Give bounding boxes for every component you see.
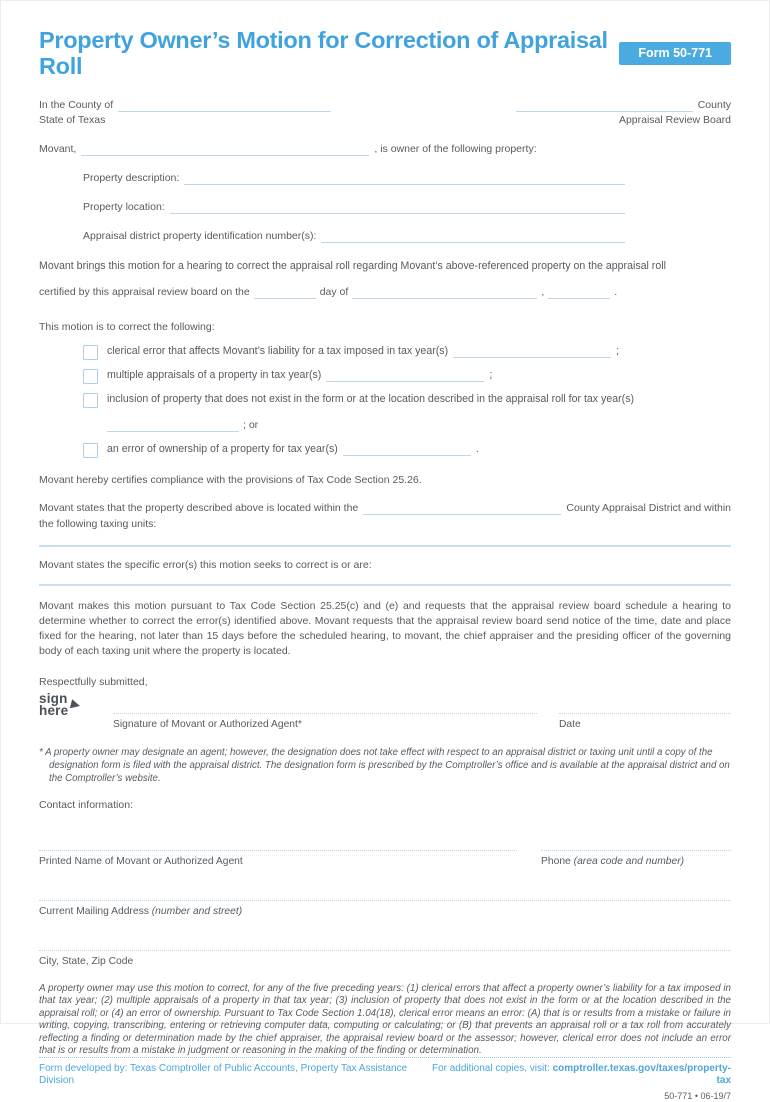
checkbox-section [83, 334, 731, 456]
specific-errors-textbox[interactable] [39, 584, 731, 586]
additional-copies-line [429, 1063, 731, 1087]
nonexistent-tax-years-input-line[interactable] [107, 421, 239, 432]
county-label: County [697, 99, 731, 111]
property-id-input-line[interactable] [321, 231, 625, 243]
mailing-address-label [39, 905, 731, 918]
printed-name-input-line[interactable] [39, 839, 517, 851]
page-footer [39, 1057, 731, 1102]
address-hint: (number and street) [151, 906, 243, 917]
year-input-line[interactable] [548, 288, 610, 299]
form-page [1, 1, 769, 1102]
property-location-row [83, 197, 625, 214]
punctuation: ; [489, 369, 493, 381]
nonexistent-property-row [83, 393, 731, 406]
sign-here-mark [39, 693, 113, 731]
multiple-appraisals-label: multiple appraisals of a property in tax year(s) [107, 369, 322, 381]
property-description-label: Property description: [83, 172, 180, 184]
form-number-badge: Form 50-771 [619, 42, 731, 65]
property-location-input-line[interactable] [170, 202, 625, 214]
page-title: Property Owner’s Motion for Correction of Appraisal Roll [39, 27, 608, 79]
signature-row [39, 693, 731, 731]
respectfully-submitted-label: Respectfully submitted, [39, 676, 148, 688]
phone-hint: (area code and number) [573, 856, 685, 867]
day-of-label: day of [319, 286, 349, 298]
copies-prefix-label: For additional copies, visit: [431, 1063, 553, 1075]
movant-row [39, 143, 731, 156]
county-name-input-line[interactable] [516, 100, 693, 112]
phone-input-line[interactable] [541, 839, 731, 851]
contact-information-label: Contact information: [39, 799, 133, 811]
printed-name-label: Printed Name of Movant or Authorized Agent [39, 856, 243, 867]
specific-errors-label: Movant states the specific error(s) this motion seeks to correct is or are: [39, 559, 372, 571]
property-fields [83, 156, 625, 243]
title-row [39, 27, 731, 79]
located-suffix-label: County Appraisal District and within [566, 502, 731, 514]
pursuant-paragraph: Movant makes this motion pursuant to Tax Code Section 25.25(c) and (e) and requests that the appraisal review board schedule a hearing to determine whether to correct the error(s) identified above. Movant requests that the appraisal review board send notice of the time, date and place fixed for the hearing, not later than 15 days before the scheduled hearing, to movant, the chief appraiser and the presiding officer of the governing body of each taxing unit where the property is located. [39, 600, 731, 657]
punctuation: ; [616, 345, 620, 357]
movant-label: Movant, [39, 143, 77, 155]
address-row [39, 889, 731, 918]
month-input-line[interactable] [352, 288, 537, 299]
name-phone-row [39, 839, 731, 868]
address-label-text: Current Mailing Address [39, 906, 152, 917]
phone-label [541, 855, 731, 868]
clerical-error-checkbox[interactable] [83, 345, 98, 360]
hearing-paragraph-line2 [39, 286, 731, 299]
punctuation: . [475, 443, 479, 455]
comptroller-url-link[interactable]: comptroller.texas.gov/taxes/property-tax [552, 1063, 731, 1087]
form-revision-label: 50-771 • 06-19/7 [664, 1091, 731, 1102]
appraisal-review-board-label: Appraisal Review Board [618, 114, 731, 126]
ownership-tax-years-input-line[interactable] [343, 445, 471, 456]
hearing-paragraph-line1: Movant brings this motion for a hearing to correct the appraisal roll regarding Movant’s above-referenced property on the appraisal roll [39, 260, 666, 272]
taxing-units-textbox[interactable] [39, 545, 731, 547]
ownership-error-row [83, 443, 731, 456]
developed-by-label: Form developed by: Texas Comptroller of Public Accounts, Property Tax Assistance Division [39, 1063, 408, 1087]
appraisal-district-input-line[interactable] [363, 503, 561, 515]
multiple-appraisals-row [83, 369, 731, 382]
movant-name-input-line[interactable] [81, 145, 369, 156]
multiple-tax-years-input-line[interactable] [326, 371, 484, 382]
clerical-error-row [83, 345, 731, 358]
property-id-row [83, 226, 625, 243]
clerical-error-label: clerical error that affects Movant’s liability for a tax imposed in tax year(s) [107, 345, 449, 357]
ownership-error-checkbox[interactable] [83, 443, 98, 458]
ownership-error-label: an error of ownership of a property for tax year(s) [107, 443, 338, 455]
county-header [39, 99, 731, 127]
located-prefix-label: Movant states that the property described above is located within the [39, 502, 359, 514]
clerical-tax-years-input-line[interactable] [453, 347, 611, 358]
correct-intro-label: This motion is to correct the following: [39, 321, 215, 333]
certified-by-label: certified by this appraisal review board on the [39, 286, 250, 298]
located-row [39, 502, 731, 515]
compliance-statement: Movant hereby certifies compliance with the provisions of Tax Code Section 25.26. [39, 474, 422, 486]
sign-here-word1: sign [39, 691, 68, 706]
state-of-texas-label: State of Texas [39, 114, 106, 126]
phone-label-text: Phone [541, 856, 574, 867]
comma: , [541, 286, 545, 298]
agent-designation-footnote: * A property owner may designate an agent; however, the designation does not take effect with respect to an appraisal district or taxing unit until a copy of the designation form is filed with the appraisal district. The designation form is prescribed by the Comptroller’s office and is available at the appraisal district and on the Comptroller’s website. [39, 747, 730, 784]
legal-paragraph: A property owner may use this motion to correct, for any of the five preceding years: (1) clerical errors that affect a property owner’s liability for a tax imposed in that tax year; (2) multiple appraisals of a property in that tax year; (3) inclusion of property that does not exist in the form or at the location described in the appraisal roll; or (4) an error of ownership. Pursuant to Tax Code Section 1.04(18), clerical error means an error: (A) that is or results from a mistake or failure in writing, copying, transcribing, entering or retrieving computer data, computing or calculating; or (B) that prevents an appraisal roll or a tax roll from accurately reflecting a finding or determination made by the chief appraiser, the appraisal review board or the assessor; however, clerical error does not include an error that is or results from a mistake in judgment or reasoning in the making of the finding or determination. [39, 983, 731, 1057]
multiple-appraisals-checkbox[interactable] [83, 369, 98, 384]
date-label: Date [559, 719, 581, 730]
property-location-label: Property location: [83, 201, 165, 213]
county-of-input-line[interactable] [118, 100, 331, 112]
nonexistent-property-label: inclusion of property that does not exist in the form or at the location described in the appraisal roll for tax year(s) [107, 393, 635, 405]
nonexistent-property-row-continued [107, 419, 731, 432]
property-id-label: Appraisal district property identification number(s): [83, 230, 317, 242]
city-state-zip-input-line[interactable] [39, 939, 731, 951]
day-input-line[interactable] [254, 288, 316, 299]
in-county-of-label: In the County of [39, 99, 114, 111]
signature-input-line[interactable] [113, 702, 537, 714]
sign-here-word2: here [39, 702, 69, 718]
period: . [614, 286, 618, 298]
taxing-units-label: the following taxing units: [39, 518, 157, 530]
property-description-row [83, 168, 625, 185]
city-state-zip-row [39, 939, 731, 968]
city-state-zip-label: City, State, Zip Code [39, 956, 134, 967]
nonexistent-property-checkbox[interactable] [83, 393, 98, 408]
sign-here-arrow-icon: ▶ [69, 696, 83, 712]
signature-label: Signature of Movant or Authorized Agent* [113, 719, 302, 730]
punctuation: ; or [243, 419, 259, 431]
date-input-line[interactable] [559, 702, 731, 714]
mailing-address-input-line[interactable] [39, 889, 731, 901]
movant-suffix-label: , is owner of the following property: [374, 143, 537, 155]
property-description-input-line[interactable] [184, 173, 625, 185]
